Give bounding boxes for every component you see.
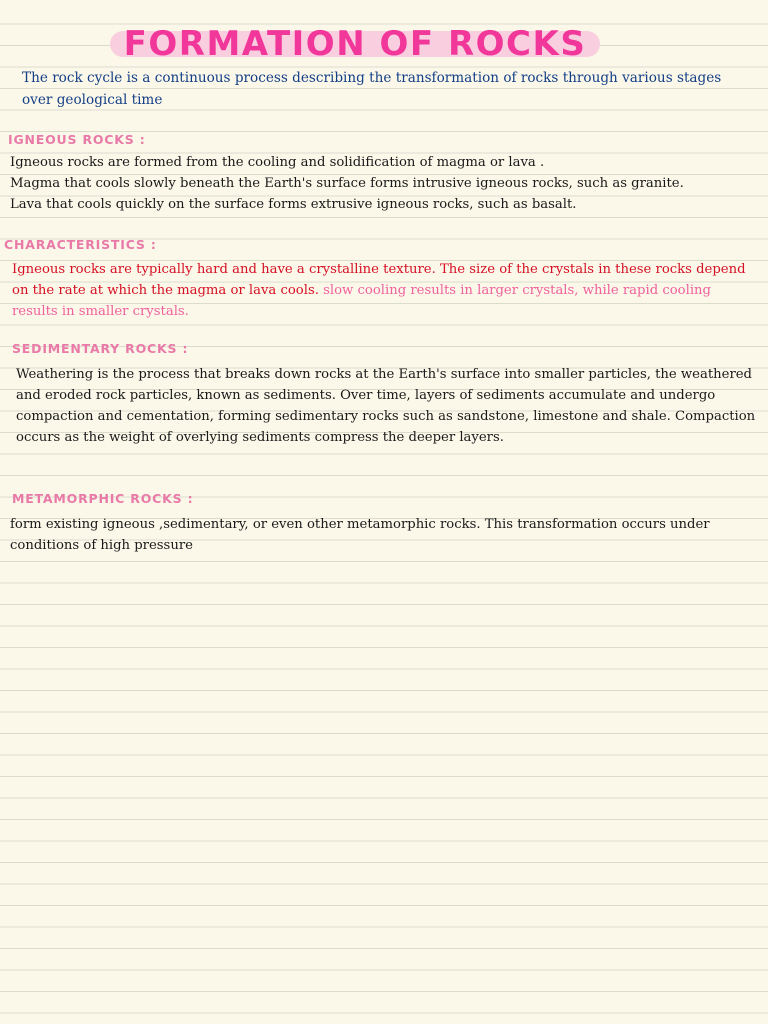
sedimentary-paragraph: Weathering is the process that breaks down rocks at the Earth's surface into smaller particles, the weathered and eroded rock particles, known as sediments. Over time, layers of sediments accumulate and undergo compaction and cementation, forming sedimentary rocks such as sandstone, limestone and shale. Compaction occurs as the weight of overlying sediments compress the deeper layers. (16, 367, 756, 445)
igneous-heading: IGNEOUS ROCKS : (8, 132, 146, 147)
title-area (0, 22, 768, 66)
metamorphic-paragraph: form existing igneous ,sedimentary, or even other metamorphic rocks. This transformation occurs under conditions of high pressure (10, 517, 710, 553)
characteristics-red-text: Igneous rocks are typically hard and have a crystalline texture. The size of the crystals in these rocks depend on the rate at which the magma or lava cools. (12, 262, 746, 298)
characteristics-paragraph (12, 259, 760, 322)
igneous-line: Lava that cools quickly on the surface forms extrusive igneous rocks, such as basalt. (10, 197, 577, 212)
intro-paragraph: The rock cycle is a continuous process describing the transformation of rocks through various stages over geological time (22, 70, 722, 108)
characteristics-pink-text: slow cooling results in larger crystals, while rapid cooling results in smaller crystals. (12, 283, 711, 319)
igneous-line: Magma that cools slowly beneath the Earth's surface forms intrusive igneous rocks, such as granite. (10, 176, 684, 191)
metamorphic-heading: METAMORPHIC ROCKS : (12, 491, 194, 506)
igneous-paragraph (10, 152, 758, 215)
characteristics-heading: CHARACTERISTICS : (4, 237, 157, 252)
sedimentary-heading: SEDIMENTARY ROCKS : (12, 341, 189, 356)
page-title: FORMATION OF ROCKS (123, 24, 587, 64)
igneous-line: Igneous rocks are formed from the cooling and solidification of magma or lava . (10, 155, 545, 170)
